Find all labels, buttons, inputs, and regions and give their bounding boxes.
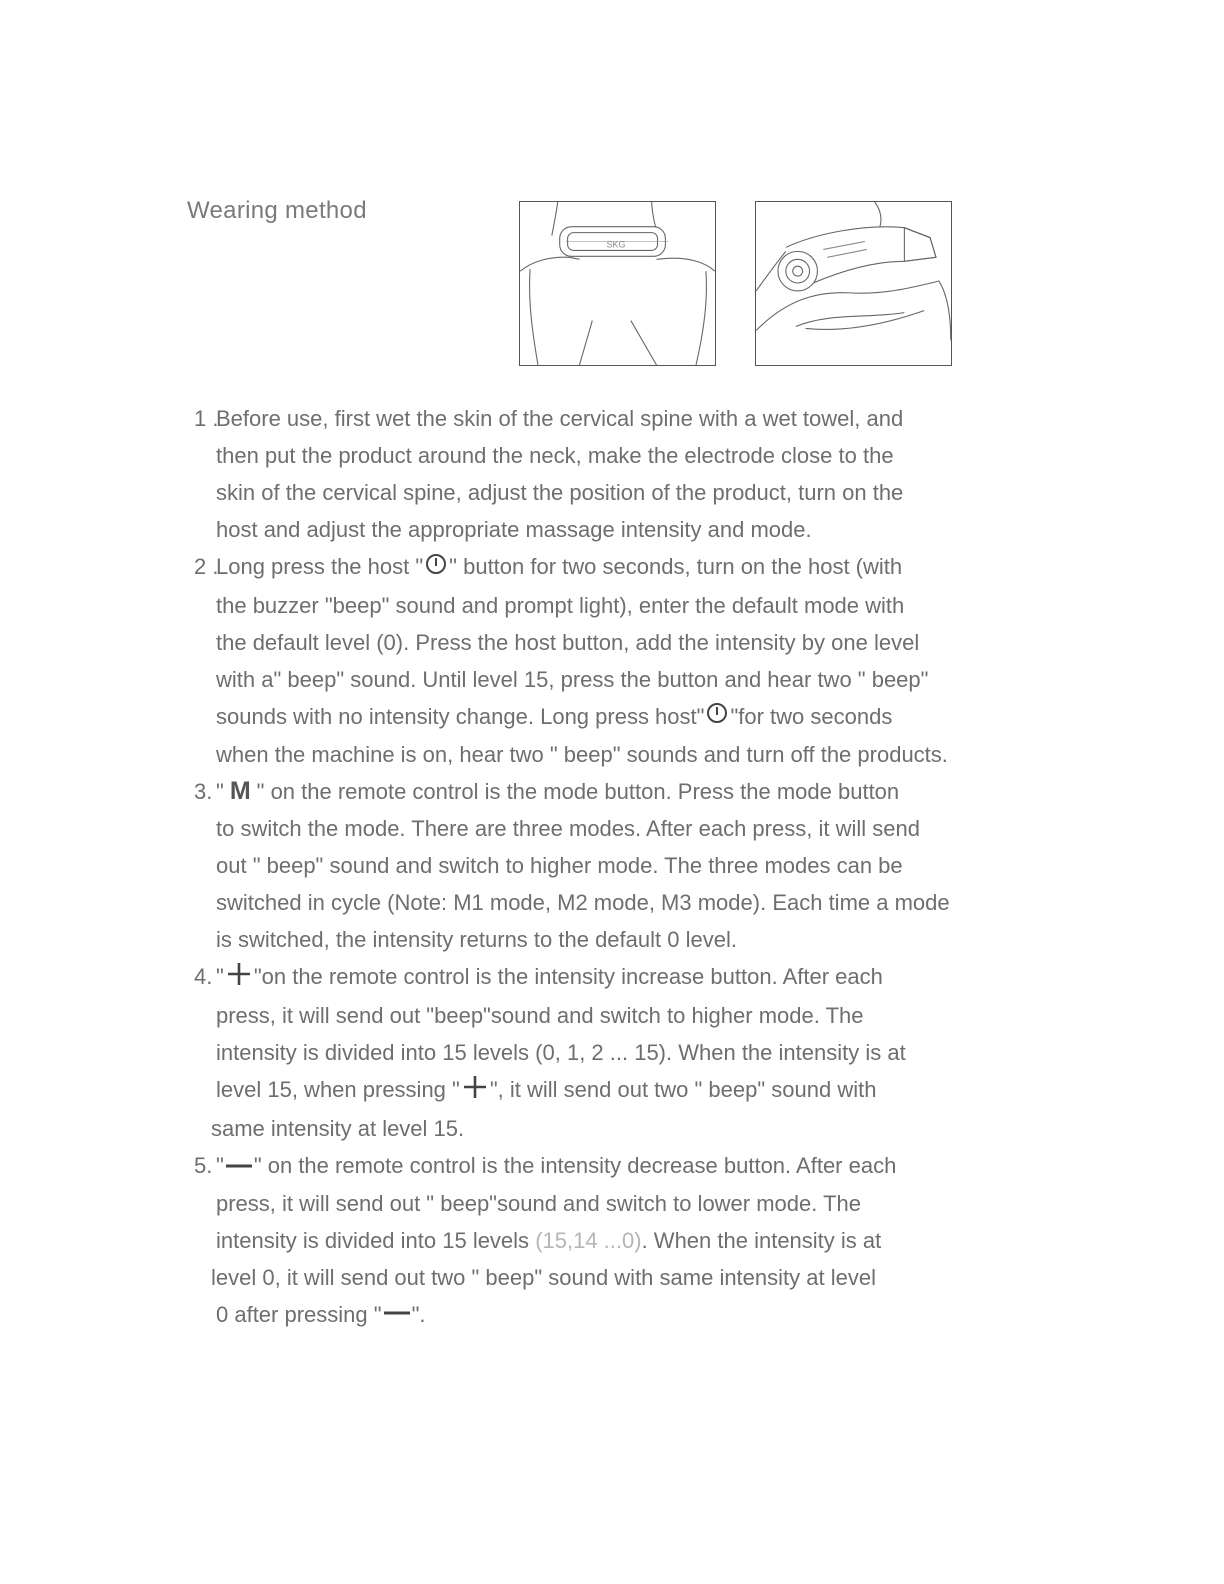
section-title: Wearing method <box>187 197 367 224</box>
step-number: 1 . <box>194 406 219 431</box>
step-text-part: " <box>216 1152 224 1178</box>
step-text: skin of the cervical spine, adjust the position of the product, turn on the <box>216 480 904 505</box>
step-text <box>216 1222 994 1259</box>
step-text: press, it will send out "beep"sound and switch to higher mode. The <box>216 1003 864 1029</box>
minus-icon <box>224 1148 254 1185</box>
step-text: level 0, it will send out two " beep" sound with same intensity at level <box>211 1265 876 1291</box>
step-text <box>216 773 994 810</box>
step-text-part: 0 after pressing " <box>216 1302 382 1328</box>
step-text: same intensity at level 15. <box>211 1115 465 1141</box>
step-number: 5. <box>194 1152 213 1178</box>
list-item <box>194 958 994 1146</box>
step-text-part: ", it will send out two " beep" sound with <box>489 1077 877 1103</box>
step-text <box>216 698 994 737</box>
step-text-part: sounds with no intensity change. Long press host" <box>216 703 705 729</box>
step-text: host and adjust the appropriate massage intensity and mode. <box>216 517 812 542</box>
step-text: press, it will send out " beep"sound and switch to lower mode. The <box>216 1191 862 1217</box>
plus-icon <box>460 1073 490 1110</box>
step-text <box>216 958 994 997</box>
step-text <box>216 548 994 587</box>
step-text <box>216 1071 994 1110</box>
neck-massager-back-view-illustration <box>520 202 715 365</box>
brand-logo: SKG <box>606 239 626 250</box>
step-text-part: " on the remote control is the mode button. Press the mode button <box>256 779 900 805</box>
step-text <box>216 1147 994 1186</box>
step-text-part: (15,14 ...0) <box>535 1228 642 1254</box>
back-view-figure <box>519 201 716 366</box>
step-text: the buzzer "beep" sound and prompt light), enter the default mode with <box>216 592 905 618</box>
step-text: out " beep" sound and switch to higher mode. The three modes can be <box>216 853 903 879</box>
step-text: switched in cycle (Note: M1 mode, M2 mode, M3 mode). Each time a mode <box>216 890 950 916</box>
step-text-part: " button for two seconds, turn on the host (with <box>449 554 903 579</box>
step-text-part: Long press the host " <box>216 554 424 579</box>
list-item <box>194 773 994 958</box>
list-item <box>194 1147 994 1335</box>
power-button-icon <box>423 550 449 587</box>
minus-icon <box>382 1298 412 1335</box>
side-view-figure <box>755 201 952 366</box>
step-number: 2 . <box>194 554 219 579</box>
list-item <box>194 400 994 548</box>
step-text: the default level (0). Press the host button, add the intensity by one level <box>216 629 920 655</box>
step-text-part: " <box>216 779 224 805</box>
instructions-list <box>194 400 994 1335</box>
step-text-part: level 15, when pressing " <box>216 1077 460 1103</box>
step-text-part: "for two seconds <box>730 703 893 729</box>
step-text: when the machine is on, hear two " beep" sounds and turn off the products. <box>216 742 948 768</box>
plus-icon <box>224 960 254 997</box>
step-text: to switch the mode. There are three modes. After each press, it will send <box>216 816 920 842</box>
step-text-part: . When the intensity is at <box>641 1228 882 1254</box>
step-text: is switched, the intensity returns to the default 0 level. <box>216 927 737 953</box>
power-button-icon <box>704 699 730 736</box>
step-text-part: ". <box>411 1302 426 1328</box>
step-text: intensity is divided into 15 levels (0, 1, 2 ... 15). When the intensity is at <box>216 1040 906 1066</box>
mode-button-symbol: M <box>229 777 251 806</box>
step-text: then put the product around the neck, make the electrode close to the <box>216 443 894 468</box>
step-number: 4. <box>194 964 213 990</box>
step-text: Before use, first wet the skin of the cervical spine with a wet towel, and <box>216 406 904 431</box>
step-text-part: " on the remote control is the intensity decrease button. After each <box>253 1152 897 1178</box>
neck-massager-side-view-illustration <box>756 202 951 365</box>
step-text <box>216 1296 994 1335</box>
list-item <box>194 548 994 773</box>
step-text-part: "on the remote control is the intensity increase button. After each <box>253 964 883 990</box>
step-text-part: intensity is divided into 15 levels <box>216 1228 530 1254</box>
step-text-part: " <box>216 964 224 990</box>
step-text: with a" beep" sound. Until level 15, press the button and hear two " beep" <box>216 666 929 692</box>
step-number: 3. <box>194 779 213 805</box>
